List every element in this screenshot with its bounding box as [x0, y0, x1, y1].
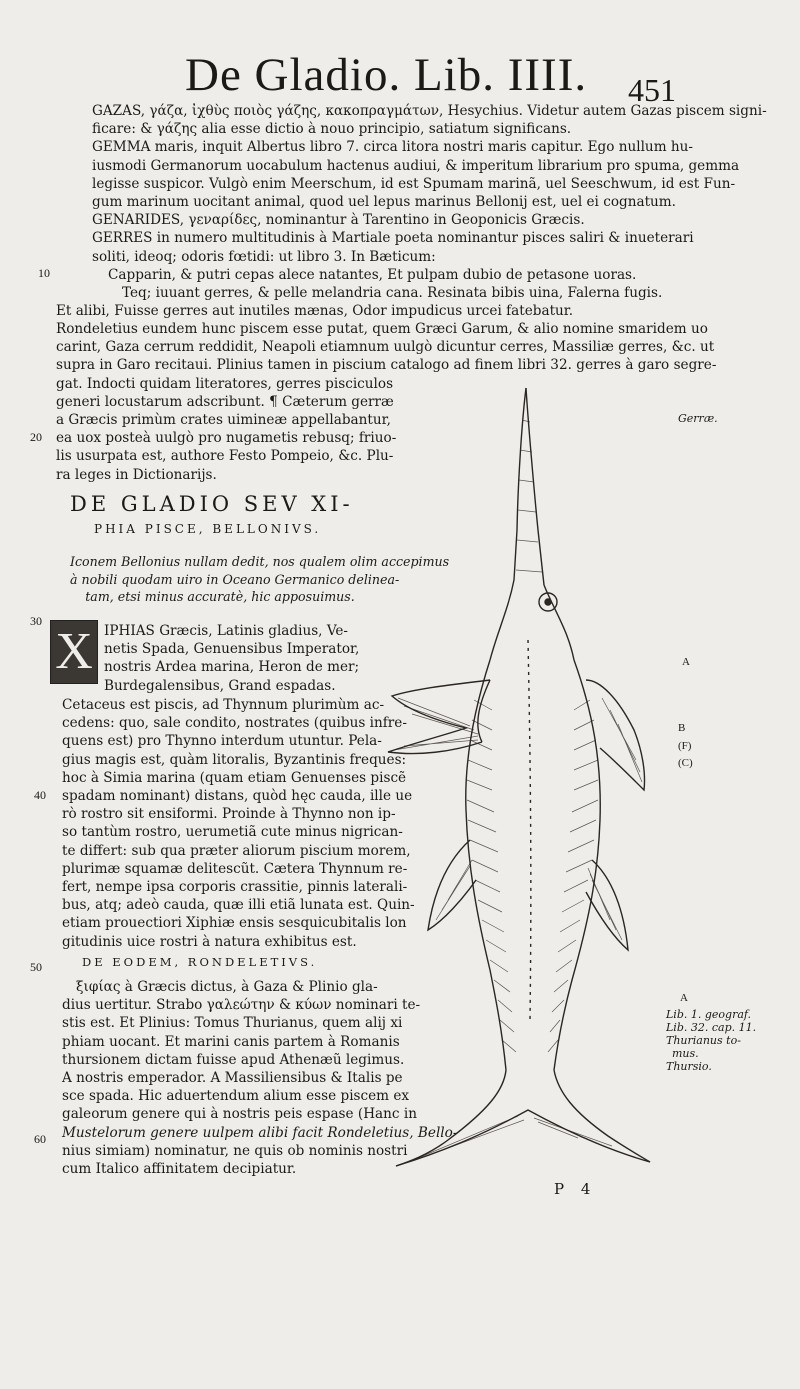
text-line: te differt: sub qua præter aliorum piscium morem,: [62, 842, 411, 859]
editorial-note: [70, 553, 450, 606]
text-line: nostris Ardea marina, Heron de mer;: [104, 659, 360, 676]
text-line: ξιφίας à Græcis dictus, à Gaza & Plinio gla-: [76, 979, 378, 995]
text-line: spadam nominant) distans, quòd hęc cauda, ille ue: [62, 788, 413, 805]
figure-key-letter: A: [682, 656, 690, 668]
text-line: legisse suspicor. Vulgò enim Meerschum, id est Spumam marinã, uel Seeschwum, id est Fun-: [92, 175, 736, 192]
text-line: GAZAS, γάζα, ἰχθὺς ποιὸς γάζης, κακοπραγμάτων, Hesychius. Videtur autem Gazas piscem signi-: [92, 103, 767, 119]
figure-key-letter: (F): [678, 740, 692, 752]
text-line: a Græcis primùm crates uimineæ appellabantur,: [56, 412, 391, 429]
text-line: netis Spada, Genuensibus Imperator,: [104, 641, 360, 658]
line-number: 20: [30, 430, 42, 444]
swordfish-illustration: [378, 380, 668, 1170]
text-line: stis est. Et Plinius: Tomus Thurianus, quem alij xi: [62, 1015, 403, 1032]
ref-line: Lib. 1. geograf.: [666, 1008, 752, 1021]
ref-line: Thurianus to-: [666, 1034, 741, 1047]
section1-body: [62, 696, 415, 951]
text-line: dius uertitur. Strabo γαλεώτην & κύων nominari te-: [62, 997, 421, 1014]
text-line: fert, nempe ipsa corporis crassitie, pinnis laterali-: [62, 879, 408, 896]
text-line: phiam uocant. Et marini canis partem à Romanis: [62, 1033, 400, 1050]
ref-line: Thursio.: [666, 1060, 712, 1073]
text-line: gat. Indocti quidam literatores, gerres pisciculos: [56, 375, 394, 392]
figure-key-letter: B: [678, 722, 686, 734]
text-line: thursionem dictam fuisse apud Athenæũ legimus.: [62, 1051, 405, 1068]
text-line: ea uox posteà uulgò pro nugametis rebusq; friuo-: [56, 430, 397, 447]
text-line: rò rostro sit ensiformi. Proinde à Thynno non ip-: [62, 806, 396, 823]
signature-mark: P 4: [554, 1180, 597, 1198]
poem-line: Capparin, & putri cepas alece natantes, Et pulpam dubio de petasone uoras.: [108, 267, 637, 283]
text-line: galeorum genere qui à nostris peis espase (Hanc in: [62, 1106, 417, 1123]
text-line: bus, atq; adeò cauda, quæ illi etiã lunata est. Quin-: [62, 897, 415, 914]
text-line: A nostris emperador. A Massiliensibus & Italis pe: [62, 1070, 403, 1087]
margin-ref-letter: A: [680, 992, 688, 1004]
text-line: GEMMA maris, inquit Albertus libro 7. circa litora nostri maris capitur. Ego nullum hu-: [92, 139, 694, 156]
text-line: gius magis est, quàm litoralis, Byzantinis freques:: [62, 751, 407, 768]
text-line: supra in Garo recitaui. Plinius tamen in piscium catalogo ad finem libri 32. gerres à garo segre-: [56, 357, 717, 374]
text-line: Cetaceus est piscis, ad Thynnum plurimùm ac-: [62, 697, 385, 713]
line-number: 50: [30, 960, 42, 974]
text-line: ficare: & γάζης alia esse dictio à nouo principio, satiatum significans.: [92, 121, 572, 138]
line-number: 30: [30, 614, 42, 628]
line-number: 10: [38, 266, 50, 280]
note-line: Iconem Bellonius nullam dedit, nos qualem olim accepimus: [70, 554, 450, 569]
poem-line: Teq; iuuant gerres, & pelle melandria cana. Resinata bibis uina, Falerna fugis.: [122, 285, 663, 302]
text-line: cedens: quo, sale condito, nostrates (quibus infre-: [62, 715, 407, 732]
section-heading: DE EODEM, RONDELETIVS.: [82, 955, 318, 969]
text-line: sce spada. Hic aduertendum alium esse piscem ex: [62, 1088, 410, 1105]
section-heading-continued: PHIA PISCE, BELLONIVS.: [94, 522, 322, 536]
text-line: quens est) pro Thynno interdum utuntur. Pela-: [62, 733, 382, 750]
text-line: hoc à Simia marina (quam etiam Genuenses piscẽ: [62, 769, 407, 786]
text-line: GENARIDES, γεναρίδες, nominantur à Tarentino in Geoponicis Græcis.: [92, 212, 585, 229]
figure-key-letter: (C): [678, 757, 693, 769]
text-line: generi locustarum adscribunt. ¶ Cæterum gerræ: [56, 393, 394, 410]
note-line: à nobili quodam uiro in Oceano Germanico delinea-: [70, 571, 400, 587]
section-heading: DE GLADIO SEV XI-: [70, 492, 354, 516]
dropcap-text-block: [104, 622, 359, 695]
text-line: GERRES in numero multitudinis à Martiale poeta nominantur pisces saliri & inueterari: [92, 230, 694, 247]
running-title: De Gladio. Lib. IIII.: [185, 49, 588, 101]
text-line: etiam prouectiori Xiphiæ ensis sesquicubitalis lon: [62, 915, 407, 932]
text-line: plurimæ squamæ delitescũt. Cætera Thynnum re-: [62, 860, 408, 877]
page-number: 451: [628, 72, 676, 108]
text-line: soliti, ideoq; odoris fœtidi: ut libro 3. In Bæticum:: [92, 248, 436, 265]
text-line: so tantùm rostro, uerumetiã cute minus nigrican-: [62, 824, 403, 841]
text-line: cum Italico affinitatem decipiatur.: [62, 1161, 297, 1178]
text-line: carint, Gaza cerrum reddidit, Neapoli etiamnum uulgò dicuntur cerres, Massiliæ gerres, &c. ut: [56, 339, 715, 356]
line-number: 40: [34, 788, 46, 802]
text-line: IPHIAS Græcis, Latinis gladius, Ve-: [104, 623, 349, 639]
text-line: Mustelorum genere uulpem alibi facit Rondeletius, Bello-: [62, 1124, 458, 1141]
top-text-block: [92, 102, 767, 266]
text-line: Rondeletius eundem hunc piscem esse putat, quem Græci Garum, & alio nomine smaridem uo: [56, 321, 708, 337]
text-line: ra leges in Dictionarijs.: [56, 466, 217, 483]
text-line: nius simiam) nominatur, ne quis ob nominis nostri: [62, 1142, 408, 1159]
margin-note-gerrae: Gerræ.: [678, 412, 718, 425]
poem-block: [56, 266, 663, 321]
line-number: 60: [34, 1132, 46, 1146]
text-line: gum marinum uocitant animal, quod uel lepus marinus Bellonij est, uel ei cognatum.: [92, 194, 677, 211]
margin-references: [666, 1008, 756, 1073]
text-line: Burdegalensibus, Grand espadas.: [104, 677, 336, 694]
dropcap-initial: X: [50, 620, 98, 684]
poem-line: Et alibi, Fuisse gerres aut inutiles mænas, Odor impudicus urcei fatebatur.: [56, 303, 574, 320]
text-line: lis usurpata est, authore Festo Pompeio, &c. Plu-: [56, 448, 394, 465]
note-line: tam, etsi minus accuratè, hic apposuimus.: [85, 589, 355, 604]
text-line: gitudinis uice rostri à natura exhibitus est.: [62, 933, 357, 950]
ref-line: Lib. 32. cap. 11.: [666, 1021, 757, 1034]
text-line: iusmodi Germanorum uocabulum hactenus audiui, & imperitum librarium pro spuma, gemma: [92, 157, 740, 174]
ref-line: mus.: [672, 1047, 699, 1060]
